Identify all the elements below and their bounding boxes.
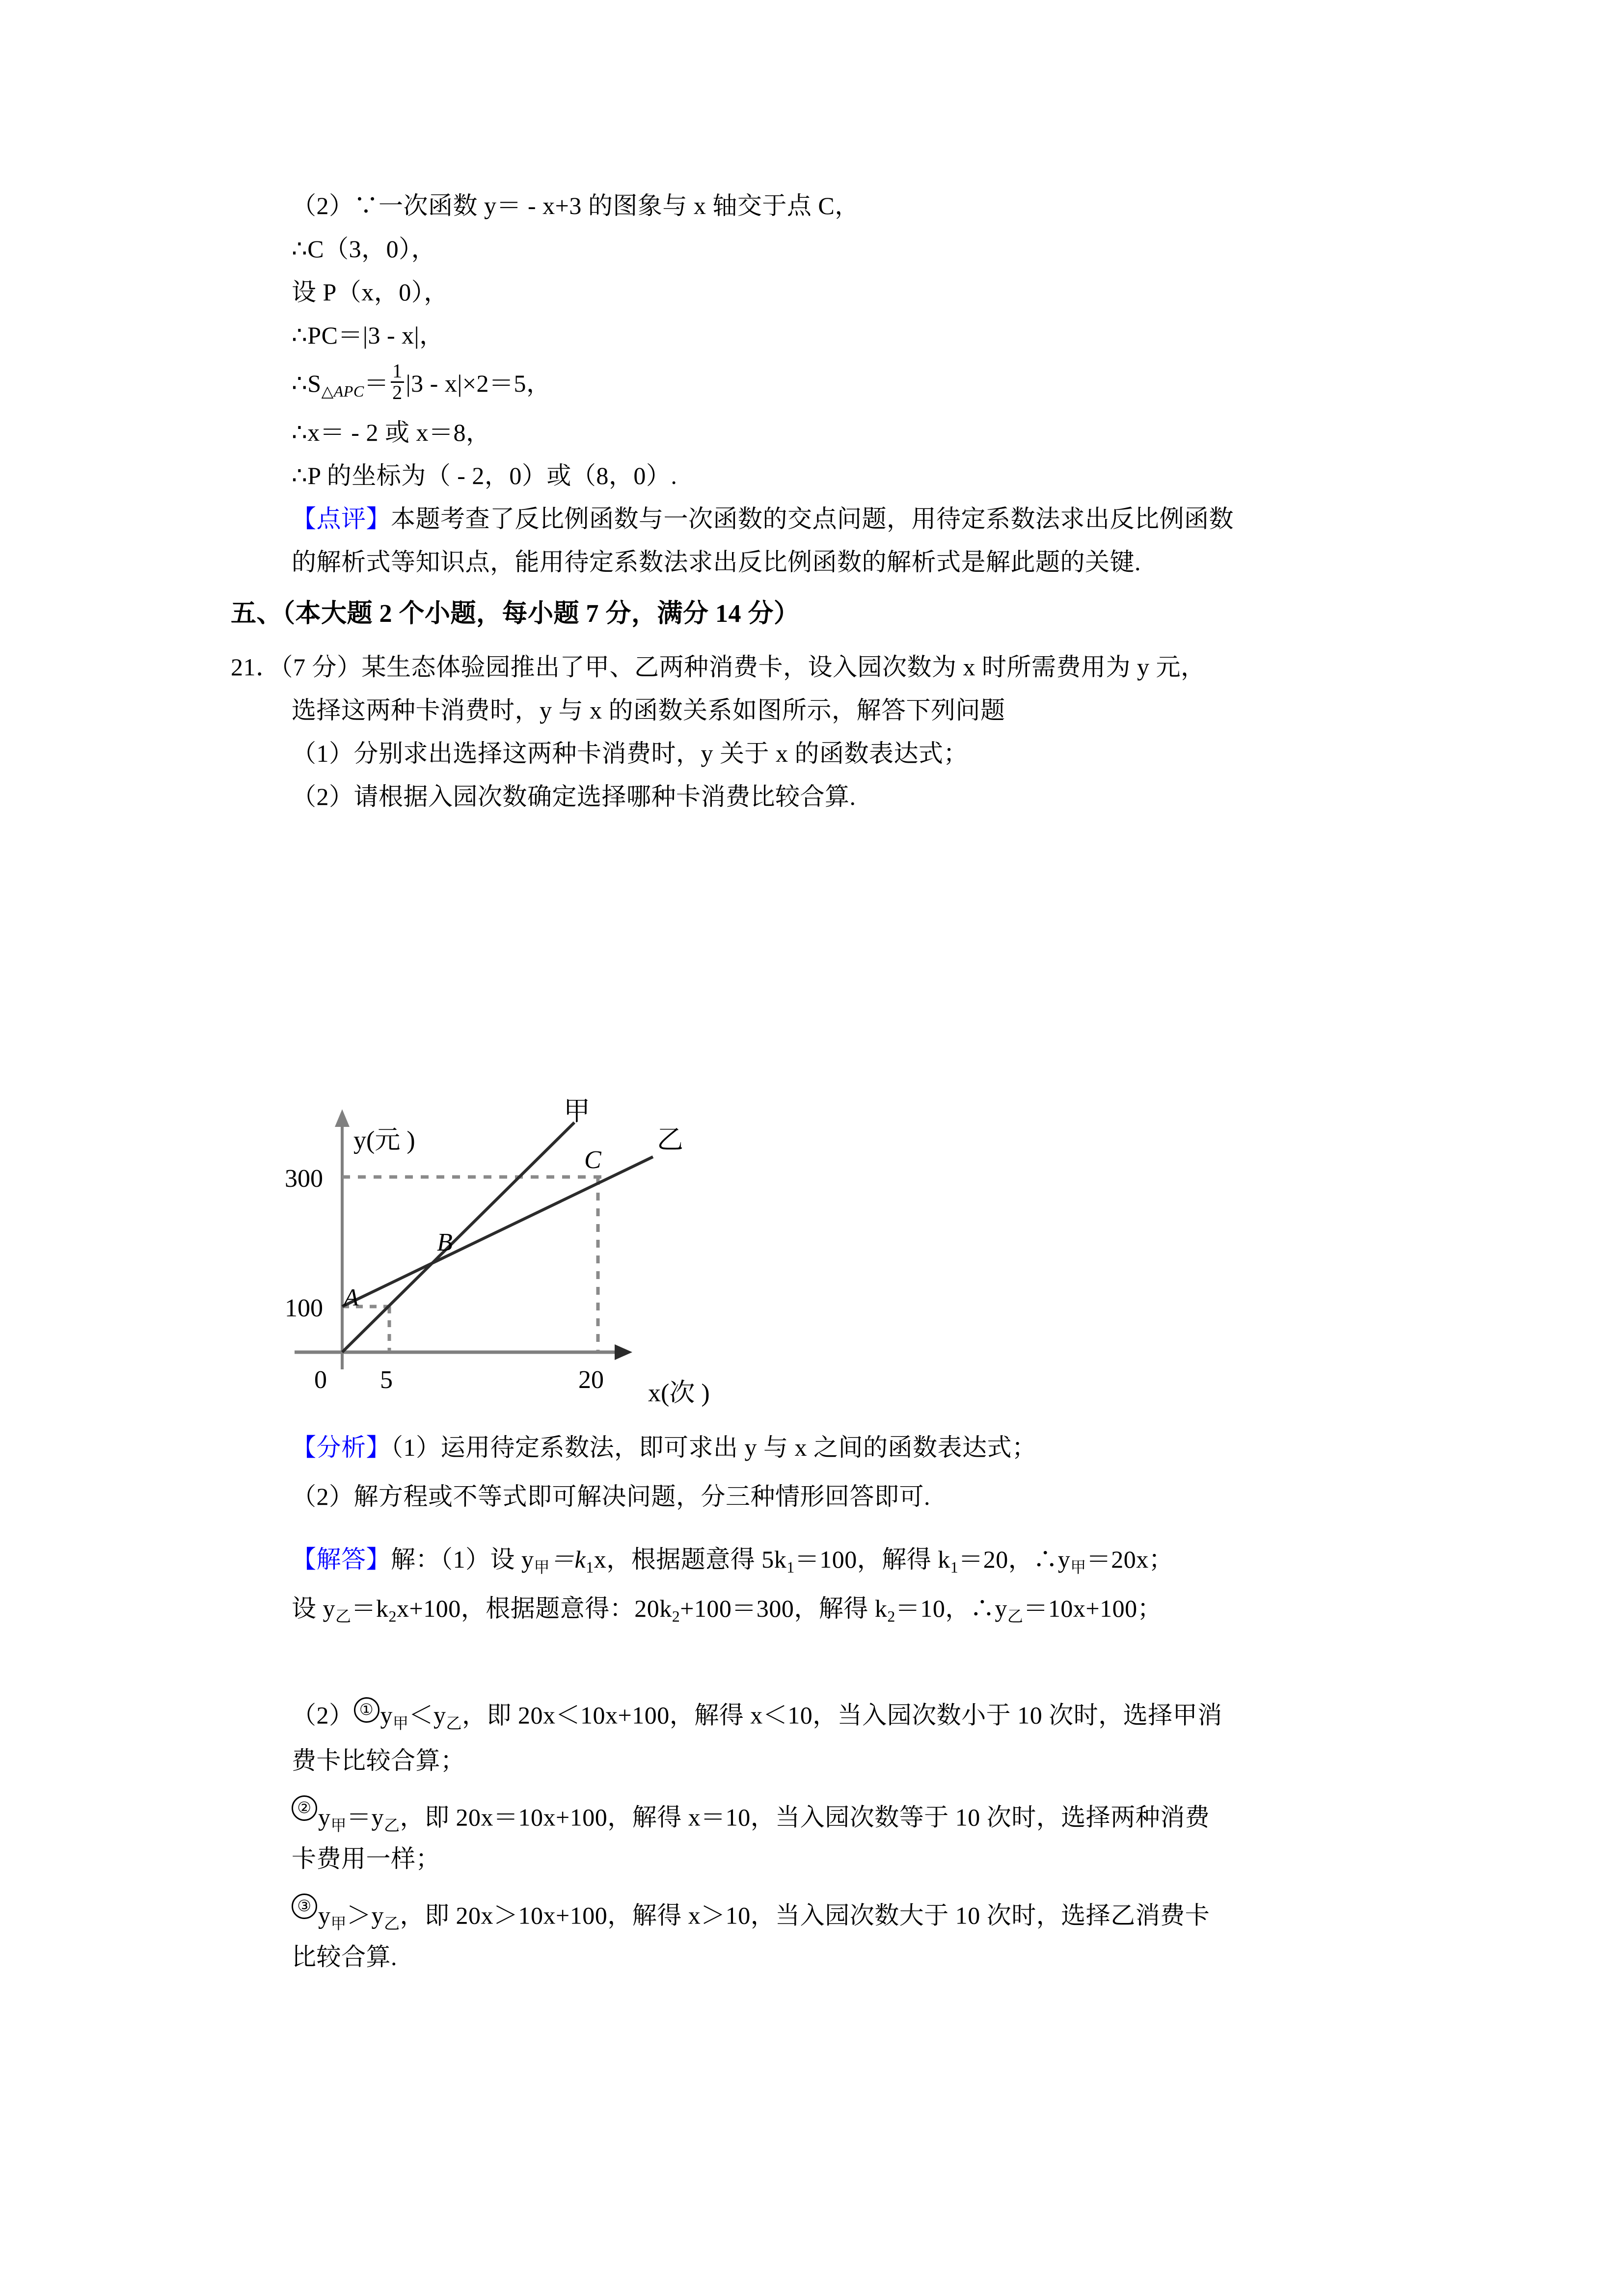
answer-text-1b: ＝k xyxy=(550,1546,586,1573)
answer-text-1c: x，根据题意得 5k xyxy=(594,1546,787,1573)
answer-text-2a: 设 y xyxy=(292,1595,335,1622)
y-tick-300: 300 xyxy=(285,1165,323,1193)
case2-y: y xyxy=(318,1803,331,1831)
x-axis-label: x(次 ) xyxy=(648,1379,710,1407)
answer-part2-case-3 xyxy=(292,1894,1210,1938)
case1-y: y xyxy=(380,1701,393,1729)
point-label-A: A xyxy=(344,1283,359,1311)
question-21-sub-1: （1）分别求出选择这两种卡消费时，y 关于 x 的函数表达式； xyxy=(292,740,968,767)
analysis-line-1 xyxy=(292,1433,1037,1462)
case3-text: ，即 20x＞10x+100，解得 x＞10，当入园次数大于 10 次时，选择乙消费卡 xyxy=(400,1901,1210,1929)
solution-line-6: ∴x＝ - 2 或 x＝8， xyxy=(292,419,491,446)
case1-sub-jia: 甲 xyxy=(393,1714,409,1732)
answer-sub-k2-a: 2 xyxy=(388,1607,397,1626)
answer-part2-case-1-cont: 费卡比较合算； xyxy=(292,1747,465,1774)
analysis-text-1: （1）运用待定系数法，即可求出 y 与 x 之间的函数表达式； xyxy=(391,1434,1037,1461)
comment-tag: 【点评】 xyxy=(292,505,391,533)
answer-line-1 xyxy=(292,1545,1173,1581)
comment-text-1: 本题考查了反比例函数与一次函数的交点问题，用待定系数法求出反比例函数 xyxy=(391,505,1234,533)
answer-sub-k2-c: 2 xyxy=(887,1607,895,1626)
answer-sub-k1-c: 1 xyxy=(950,1558,959,1576)
circled-number-2: ② xyxy=(292,1795,317,1821)
x-tick-5: 5 xyxy=(380,1366,393,1394)
area-formula-rest: |3 - x|×2＝5， xyxy=(406,370,551,397)
answer-text-2d: +100＝300，解得 k xyxy=(680,1595,888,1622)
x-tick-20: 20 xyxy=(578,1366,604,1394)
series-label-yi: 乙 xyxy=(657,1124,683,1155)
case2-sub-yi: 乙 xyxy=(384,1816,400,1834)
y-tick-100: 100 xyxy=(285,1294,323,1322)
area-formula-prefix: ∴S xyxy=(292,370,322,397)
case1-op: ＜y xyxy=(408,1701,446,1729)
circled-number-1: ① xyxy=(354,1697,379,1723)
case1-text: ，即 20x＜10x+100，解得 x＜10，当入园次数小于 10 次时，选择甲消 xyxy=(462,1701,1222,1729)
answer-sub-yi-2: 乙 xyxy=(1007,1607,1024,1626)
comment-line-1 xyxy=(292,505,1234,533)
answer-text-1e: ＝20，∴y xyxy=(958,1546,1071,1573)
case3-sub-jia: 甲 xyxy=(330,1914,347,1932)
section-header: 五、（本大题 2 个小题，每小题 7 分，满分 14 分） xyxy=(231,600,800,628)
answer-tag: 【解答】 xyxy=(292,1546,391,1573)
case3-op: ＞y xyxy=(347,1901,384,1929)
answer-text-2b: ＝k xyxy=(351,1595,389,1622)
case2-sub-jia: 甲 xyxy=(330,1816,347,1834)
function-graph-figure xyxy=(275,1095,766,1448)
point-label-C: C xyxy=(584,1146,601,1174)
analysis-line-2: （2）解方程或不等式即可解决问题，分三种情形回答即可. xyxy=(292,1483,930,1510)
solution-line-3: 设 P（x，0）， xyxy=(292,278,449,306)
answer-text-1f: ＝20x； xyxy=(1086,1546,1174,1573)
question-21-stem-line-2: 选择这两种卡消费时，y 与 x 的函数关系如图所示，解答下列问题 xyxy=(292,696,1005,724)
solution-line-1: （2）∵一次函数 y＝ - x+3 的图象与 x 轴交于点 C， xyxy=(292,192,860,219)
answer-sub-k2-b: 2 xyxy=(672,1607,680,1626)
analysis-tag: 【分析】 xyxy=(292,1434,391,1461)
area-formula-subscript: △APC xyxy=(321,382,364,400)
y-axis-label: y(元 ) xyxy=(353,1126,415,1154)
answer-text-2e: ＝10，∴y xyxy=(895,1595,1007,1622)
case2-op: ＝y xyxy=(347,1803,384,1831)
answer-part2-case-2 xyxy=(292,1795,1210,1840)
fraction-numerator: 1 xyxy=(392,360,403,382)
fraction-one-half xyxy=(391,361,404,403)
comment-line-2: 的解析式等知识点，能用待定系数法求出反比例函数的解析式是解此题的关键. xyxy=(292,548,1141,576)
answer-sub-jia-2: 甲 xyxy=(1070,1558,1086,1576)
solution-line-4: ∴PC＝|3 - x|， xyxy=(292,321,444,349)
answer-sub-k1-a: 1 xyxy=(586,1558,594,1576)
part2-prefix: （2） xyxy=(292,1701,354,1729)
case3-sub-yi: 乙 xyxy=(384,1914,400,1932)
answer-line-2 xyxy=(292,1594,1162,1630)
case2-text: ，即 20x＝10x+100，解得 x＝10，当入园次数等于 10 次时，选择两种消费 xyxy=(400,1803,1210,1831)
solution-line-2: ∴C（3，0）， xyxy=(292,235,436,263)
answer-sub-yi-1: 乙 xyxy=(335,1607,352,1626)
fraction-denominator: 2 xyxy=(391,381,404,403)
answer-part2-case-3-cont: 比较合算. xyxy=(292,1943,397,1971)
question-21-stem-line-1: 21．（7 分）某生态体验园推出了甲、乙两种消费卡，设入园次数为 x 时所需费用为 y 元， xyxy=(231,653,1206,681)
area-formula-equals: ＝ xyxy=(364,370,389,397)
answer-text-2f: ＝10x+100； xyxy=(1023,1595,1163,1622)
answer-part2-case-1 xyxy=(292,1697,1222,1737)
circled-number-3: ③ xyxy=(292,1894,317,1919)
answer-text-1d: ＝100，解得 k xyxy=(794,1546,950,1573)
solution-line-5 xyxy=(292,362,551,405)
solution-line-7: ∴P 的坐标为（ - 2，0）或（8，0）. xyxy=(292,462,677,489)
case1-sub-yi: 乙 xyxy=(446,1714,462,1732)
origin-label: 0 xyxy=(314,1366,327,1394)
question-21-sub-2: （2）请根据入园次数确定选择哪种卡消费比较合算. xyxy=(292,783,856,810)
point-label-B: B xyxy=(437,1228,453,1256)
case3-y: y xyxy=(318,1901,331,1929)
answer-text-2c: x+100，根据题意得：20k xyxy=(397,1595,672,1622)
answer-text-1a: 解：（1）设 y xyxy=(391,1546,534,1573)
answer-sub-jia-1: 甲 xyxy=(534,1558,550,1576)
answer-part2-case-2-cont: 卡费用一样； xyxy=(292,1845,440,1872)
series-label-jia: 甲 xyxy=(564,1095,590,1126)
answer-sub-k1-b: 1 xyxy=(786,1558,795,1576)
